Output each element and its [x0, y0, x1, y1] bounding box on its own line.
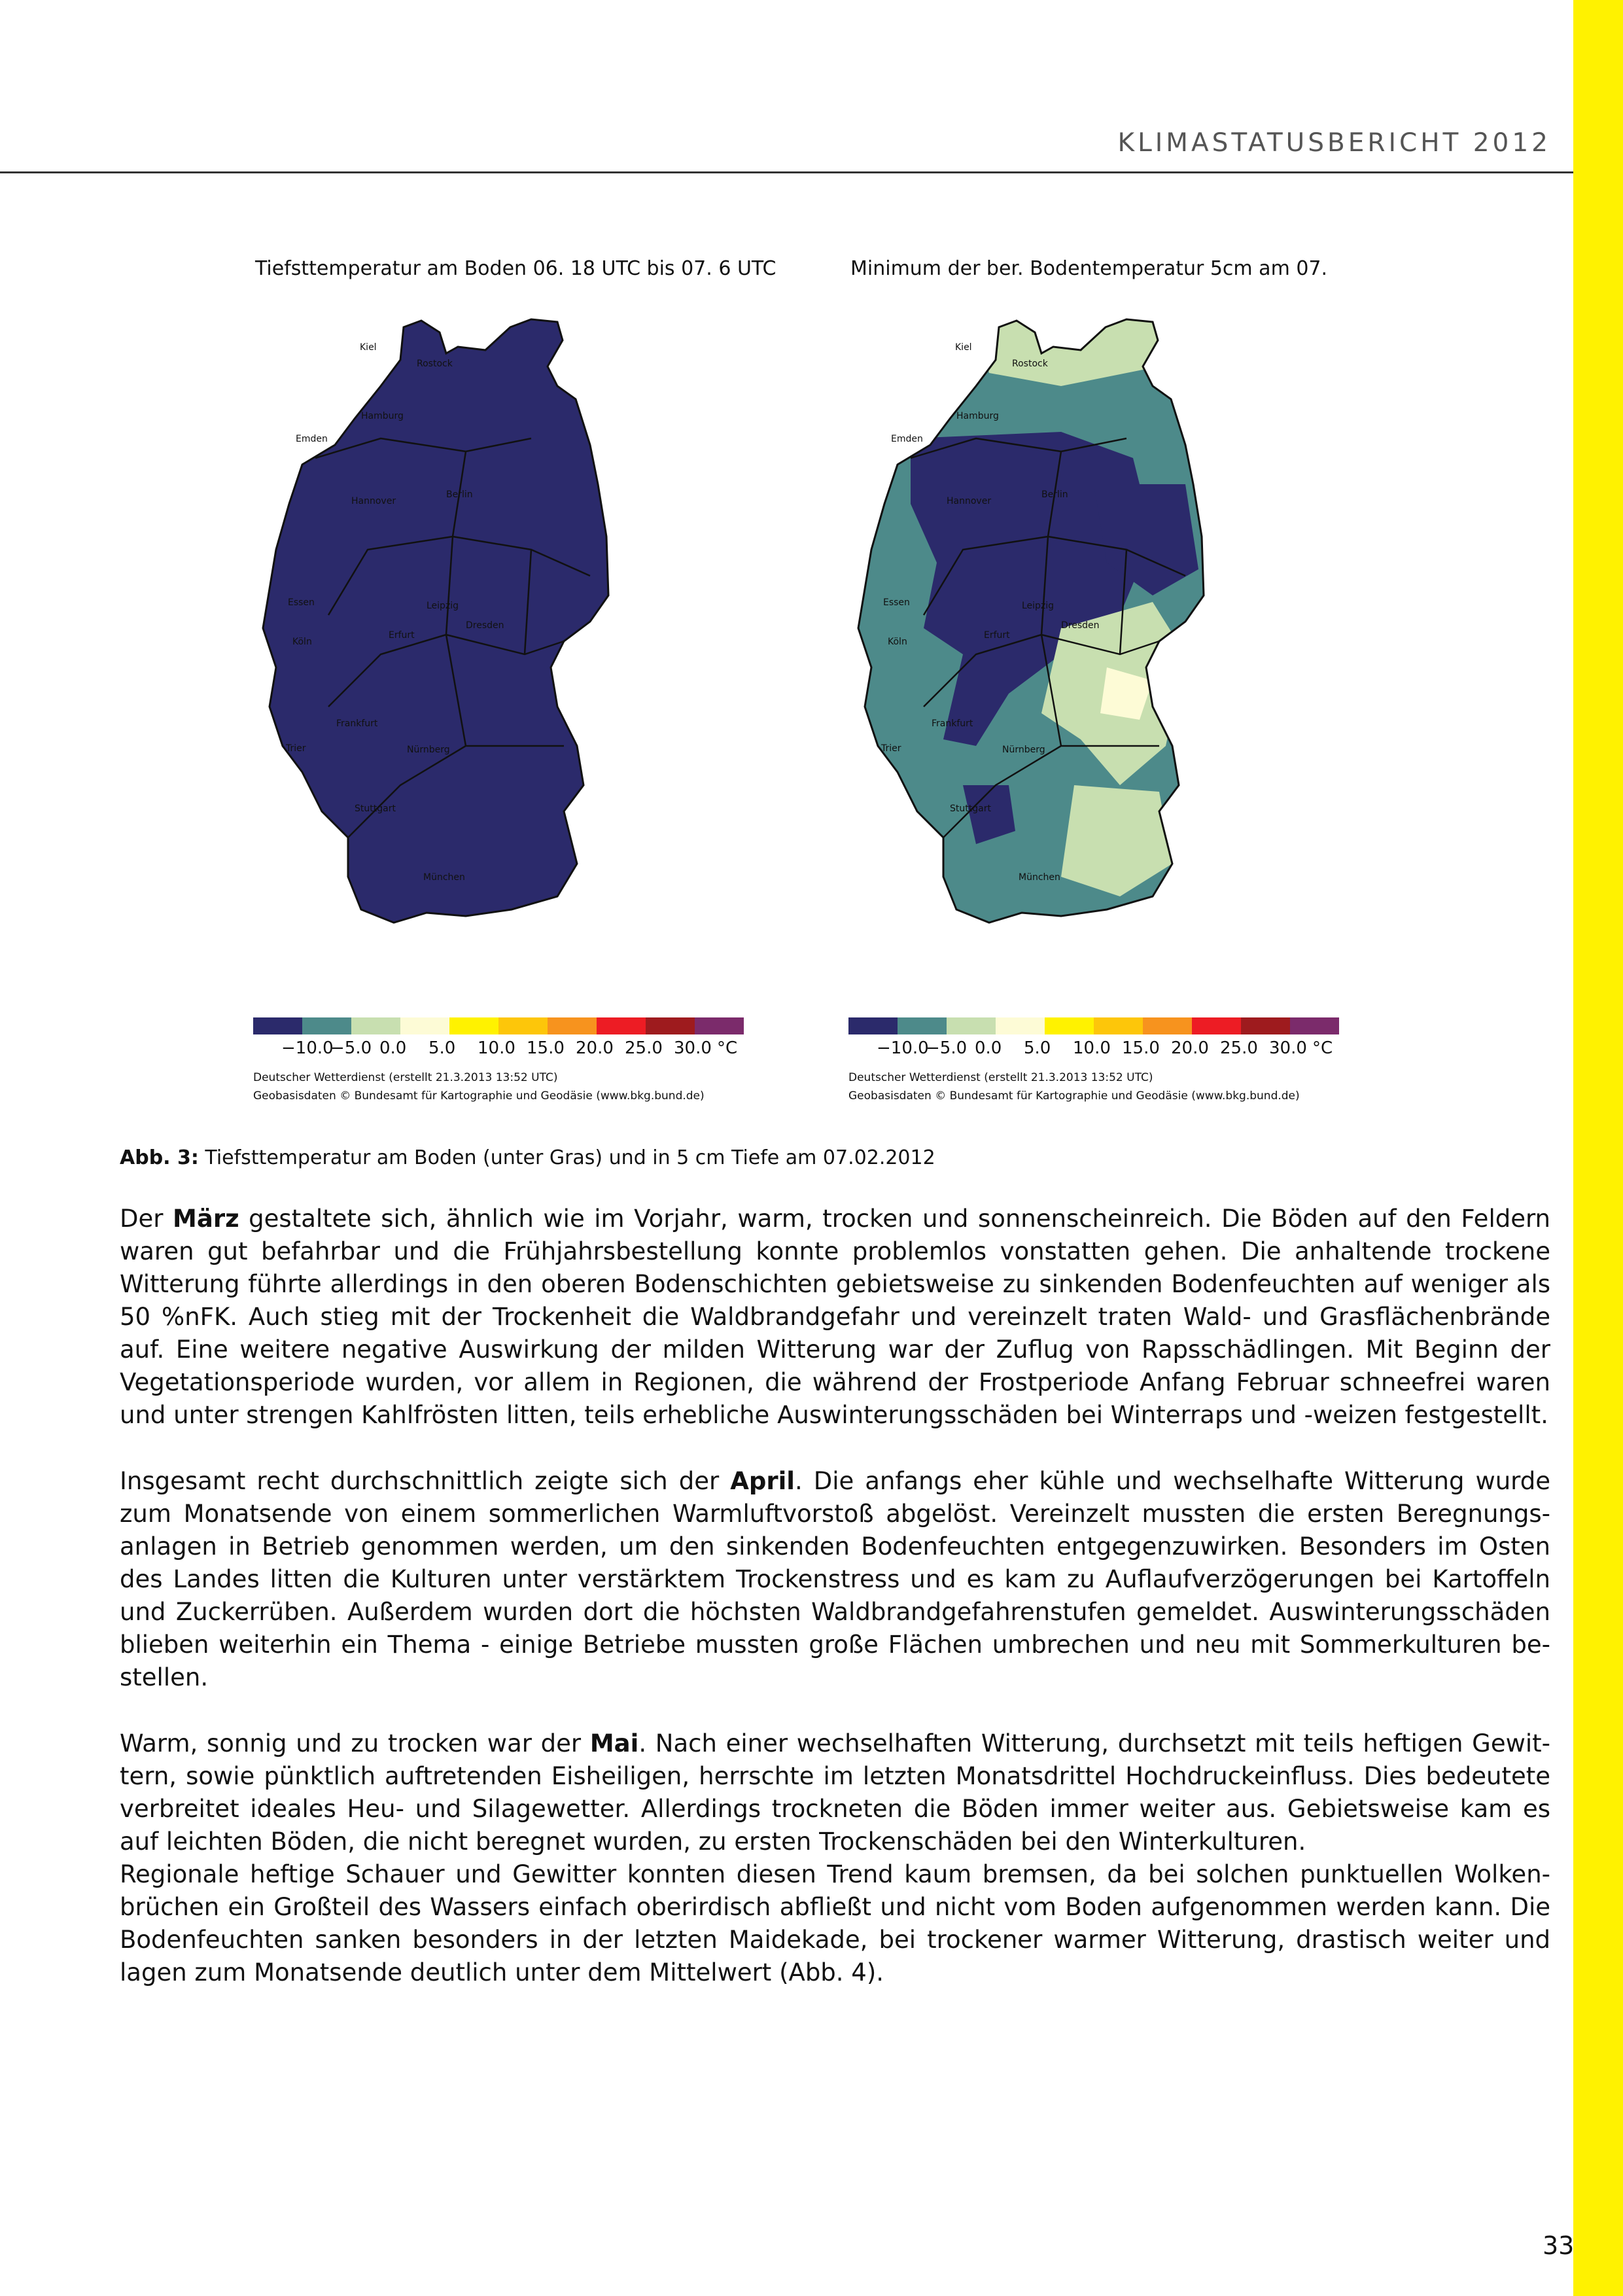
- map-credit: [848, 1069, 1300, 1105]
- legend-swatch: [646, 1017, 695, 1034]
- city-label: München: [1019, 872, 1060, 883]
- legend-label: 0.0: [379, 1038, 407, 1058]
- text-span: Insgesamt recht durchschnittlich zeigte sich der: [120, 1467, 731, 1495]
- page-number: 33: [1543, 2231, 1575, 2260]
- city-label: Trier: [286, 743, 306, 754]
- city-label: Dresden: [466, 620, 504, 631]
- legend-label: 10.0: [1073, 1038, 1111, 1058]
- legend-swatch: [253, 1017, 302, 1034]
- legend-label: 30.0: [1269, 1038, 1307, 1058]
- city-label: Kiel: [360, 342, 377, 353]
- city-label: Hannover: [351, 496, 396, 506]
- city-label: Erfurt: [389, 630, 415, 641]
- legend-label: −10.0: [281, 1038, 334, 1058]
- germany-shape: [263, 319, 608, 923]
- text-span: Der: [120, 1205, 173, 1233]
- map-5cm-minimum: [845, 252, 1355, 1116]
- legend-swatch: [1290, 1017, 1339, 1034]
- legend-swatch: [947, 1017, 996, 1034]
- city-label: Kiel: [955, 342, 972, 353]
- map-credit: [253, 1069, 705, 1105]
- legend-swatches: [848, 1017, 1339, 1034]
- city-label: Rostock: [417, 359, 453, 369]
- figure-caption: [120, 1146, 935, 1169]
- city-label: Köln: [888, 637, 907, 647]
- credit-line-1: Deutscher Wetterdienst (erstellt 21.3.2013 13:52 UTC): [848, 1071, 1153, 1084]
- body-text: [120, 1203, 1550, 1989]
- color-legend: [848, 1017, 1339, 1061]
- legend-swatch: [1192, 1017, 1241, 1034]
- legend-swatch: [400, 1017, 449, 1034]
- text-span: gestaltete sich, ähnlich wie im Vorjahr, warm, trocken und sonnenscheinreich. Die Böden auf den Feldern waren gut befahrbar und die Frühjahrsbestellung konnte problemlos vonstatten gehen. Die anhaltende trockene Witterung führte allerdings in den oberen Bodenschichten gebietsweise zu sinkenden Bodenfeuchten auf weniger als 50 %nFK. Auch stieg mit der Trockenheit die Waldbrandgefahr und vereinzelt traten Wald- und Grasflächenbrände auf. Eine weitere negative Auswirkung der milden Witterung war der Zuflug von Rapsschädlingen. Mit Beginn der Vegetationsperiode wurden, vor allem in Regionen, die während der Frostperiode Anfang Februar schneefrei waren und unter strengen Kahlfrösten litten, teils erhebliche Auswinterungsschäden bei Winterraps und -weizen festgestellt.: [120, 1205, 1550, 1429]
- city-label: Nürnberg: [1002, 745, 1045, 755]
- month-name: Mai: [589, 1729, 639, 1757]
- city-label: Essen: [288, 597, 315, 608]
- caption-text: Tiefsttemperatur am Boden (unter Gras) und in 5 cm Tiefe am 07.02.2012: [198, 1146, 935, 1169]
- text-span: . Die anfangs eher kühle und wechselhafte Witterung wurde zum Monatsende von einem sommerlichen Warmluftvorstoß abgelöst. Vereinzelt mussten die ersten Beregnungs-anlagen in Betrieb genommen werden, um den sinkenden Bodenfeuchten entgegenzuwirken. Besonders im Osten des Landes litten die Kulturen unter verstärktem Trockenstress und es kam zu Auflaufverzögerungen bei Kartoffeln und Zuckerrüben. Außerdem wurden dort die höchsten Waldbrandgefahrenstufen gemeldet. Auswinterungsschäden blieben weiterhin ein Thema - einige Betriebe mussten große Flächen umbrechen und neu mit Sommerkulturen be-stellen.: [120, 1467, 1550, 1691]
- city-label: Hamburg: [956, 411, 999, 421]
- city-label: Stuttgart: [355, 804, 396, 814]
- temperature-field: [845, 288, 1238, 942]
- legend-label: 15.0: [527, 1038, 565, 1058]
- yellow-side-bar: [1573, 0, 1623, 2296]
- city-label: Köln: [292, 637, 312, 647]
- month-name: April: [730, 1467, 795, 1495]
- city-label: Stuttgart: [950, 804, 991, 814]
- legend-unit: °C: [717, 1038, 738, 1058]
- paragraph-mai-continued: [120, 1858, 1550, 1989]
- city-label: Leipzig: [427, 601, 459, 611]
- city-label: Hamburg: [361, 411, 404, 421]
- legend-swatch: [1143, 1017, 1192, 1034]
- legend-swatch: [351, 1017, 400, 1034]
- legend-label: 5.0: [428, 1038, 456, 1058]
- legend-swatch: [498, 1017, 548, 1034]
- city-label: Frankfurt: [932, 718, 973, 729]
- legend-label: −10.0: [877, 1038, 929, 1058]
- header-rule: [0, 171, 1573, 173]
- legend-swatch: [1045, 1017, 1094, 1034]
- text-span: Warm, sonnig und zu trocken war der: [120, 1729, 590, 1757]
- paragraph-maerz: [120, 1203, 1550, 1432]
- legend-swatch: [1241, 1017, 1290, 1034]
- city-label: Dresden: [1061, 620, 1100, 631]
- legend-label: 10.0: [478, 1038, 515, 1058]
- legend-swatch: [597, 1017, 646, 1034]
- legend-swatch: [548, 1017, 597, 1034]
- text-span: . Nach einer wechselhaften Witterung, durchsetzt mit teils heftigen Gewit-tern, sowie pünktlich auftretenden Eisheiligen, herrschte im letzten Monatsdrittel Hochdruckeinfluss. Dies bedeutete verbreitet ideales Heu- und Silagewetter. Allerdings trockneten die Böden immer weiter aus. Gebietsweise kam es auf leichten Böden, die nicht beregnet wurden, zu ersten Trockenschäden bei den Winterkulturen.: [120, 1729, 1550, 1856]
- legend-labels: [848, 1038, 1339, 1061]
- city-label: München: [423, 872, 465, 883]
- running-header: KLIMASTATUSBERICHT 2012: [1117, 128, 1551, 158]
- city-label: Berlin: [1041, 489, 1068, 500]
- color-legend: [253, 1017, 744, 1061]
- city-label: Trier: [881, 743, 901, 754]
- city-label: Rostock: [1012, 359, 1048, 369]
- paragraph-mai: [120, 1727, 1550, 1858]
- city-label: Erfurt: [984, 630, 1010, 641]
- city-label: Berlin: [446, 489, 473, 500]
- legend-swatch: [848, 1017, 898, 1034]
- credit-line-2: Geobasisdaten © Bundesamt für Kartographie und Geodäsie (www.bkg.bund.de): [848, 1089, 1300, 1103]
- city-label: Leipzig: [1022, 601, 1055, 611]
- paragraph-april: [120, 1465, 1550, 1694]
- legend-label: 20.0: [576, 1038, 614, 1058]
- credit-line-1: Deutscher Wetterdienst (erstellt 21.3.2013 13:52 UTC): [253, 1071, 558, 1084]
- legend-label: 30.0: [674, 1038, 712, 1058]
- city-label: Emden: [891, 434, 923, 444]
- legend-unit: °C: [1312, 1038, 1333, 1058]
- map-title: Tiefsttemperatur am Boden 06. 18 UTC bis 07. 6 UTC: [255, 257, 777, 280]
- text-span: Regionale heftige Schauer und Gewitter konnten diesen Trend kaum bremsen, da bei solchen punktuellen Wolken-brüchen ein Großteil des Wassers einfach oberirdisch abfließt und nicht vom Boden aufgenommen werden kann. Die Bodenfeuchten sanken besonders in der letzten Maidekade, bei trockener warmer Witterung, drastisch weiter und lagen zum Monatsende deutlich unter dem Mittelwert (Abb. 4).: [120, 1860, 1550, 1987]
- legend-swatch: [449, 1017, 498, 1034]
- city-label: Essen: [883, 597, 910, 608]
- legend-swatch: [898, 1017, 947, 1034]
- germany-map: [250, 288, 760, 1008]
- legend-label: 5.0: [1024, 1038, 1051, 1058]
- map-surface-minimum: [250, 252, 777, 1116]
- legend-label: 20.0: [1171, 1038, 1209, 1058]
- map-title: Minimum der ber. Bodentemperatur 5cm am 07.: [850, 257, 1328, 280]
- city-label: Nürnberg: [407, 745, 450, 755]
- legend-label: 25.0: [625, 1038, 663, 1058]
- legend-label: −5.0: [926, 1038, 968, 1058]
- germany-map: [845, 288, 1414, 1008]
- legend-label: 25.0: [1220, 1038, 1258, 1058]
- city-label: Hannover: [947, 496, 992, 506]
- city-label: Emden: [296, 434, 328, 444]
- legend-swatch: [996, 1017, 1045, 1034]
- figure-maps: [250, 252, 1414, 1116]
- legend-swatches: [253, 1017, 744, 1034]
- legend-swatch: [695, 1017, 744, 1034]
- month-name: März: [173, 1205, 239, 1233]
- legend-label: 15.0: [1122, 1038, 1160, 1058]
- legend-swatch: [302, 1017, 351, 1034]
- legend-label: −5.0: [330, 1038, 372, 1058]
- city-label: Frankfurt: [336, 718, 378, 729]
- legend-swatch: [1094, 1017, 1143, 1034]
- legend-label: 0.0: [975, 1038, 1002, 1058]
- legend-labels: [253, 1038, 744, 1061]
- credit-line-2: Geobasisdaten © Bundesamt für Kartographie und Geodäsie (www.bkg.bund.de): [253, 1089, 705, 1103]
- caption-label: Abb. 3:: [120, 1146, 199, 1169]
